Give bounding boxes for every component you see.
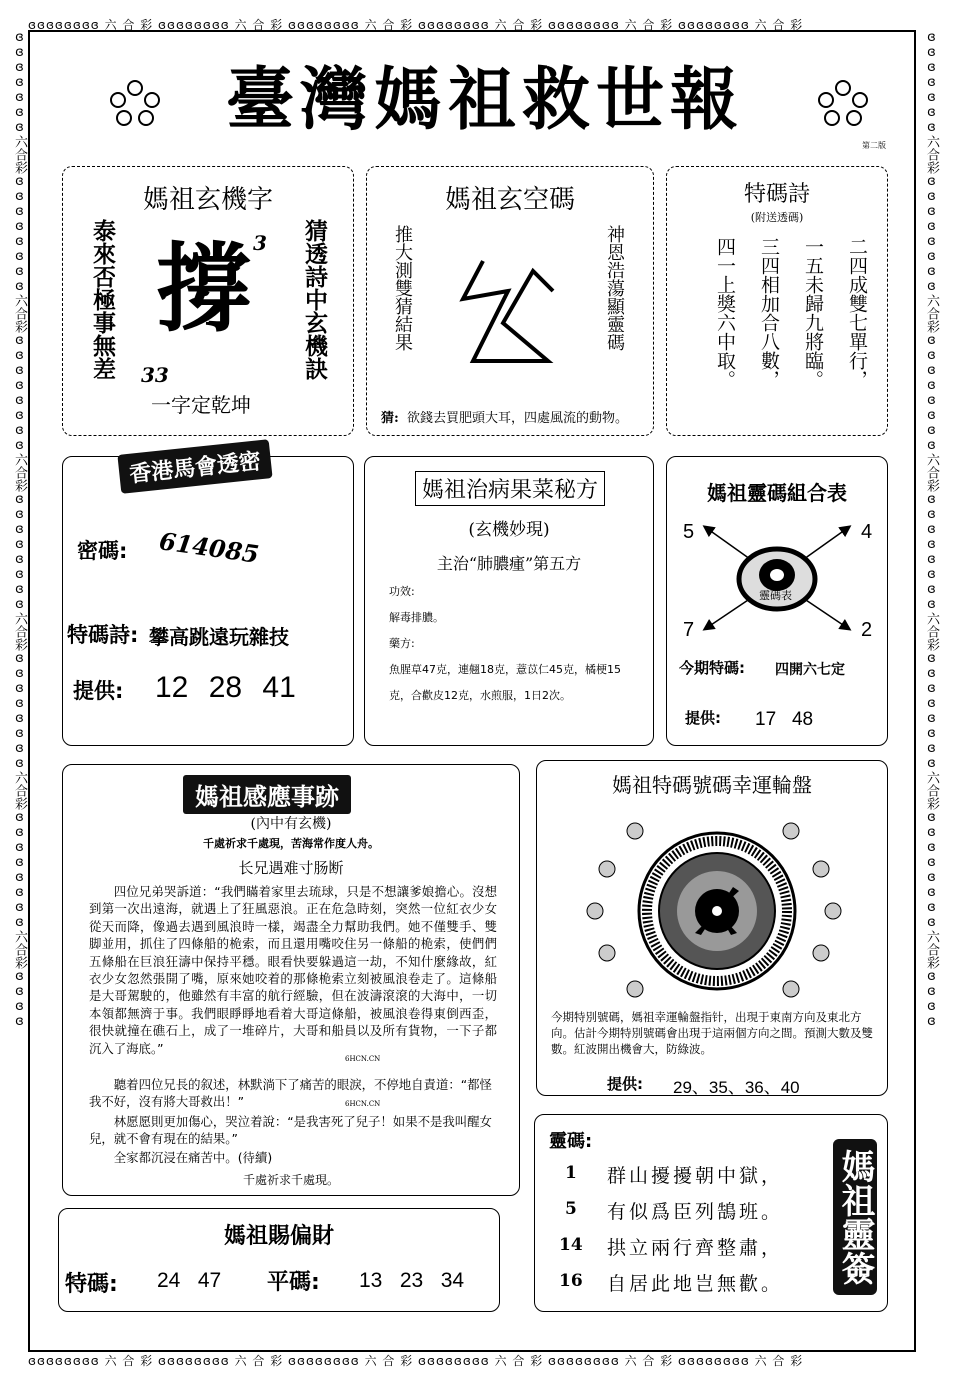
fortune-flat-value: 13 23 34 [359,1269,465,1292]
xuankong-guess-label: 猜: [381,411,399,426]
combo-this-value: 四開六七定 [775,662,845,678]
fortune-title: 媽祖賜偏財 [223,1224,334,1249]
temashi-title: 特碼詩 [743,182,810,207]
lingma-row-1-text: 群山擾擾朝中獄， [607,1165,784,1187]
combo-n-topleft: 5 [683,521,695,543]
xuanji-right-poem: 猜透詩中玄機訣 [301,219,328,380]
xuankong-left-poem: 推大測雙猜結果 [392,225,413,351]
xuanji-left-poem: 泰來否極事無差 [89,219,116,380]
lingma-badge: 媽祖靈簽 [833,1139,877,1295]
story-paragraph-4: 全家都沉浸在痛苦中。(待續) [113,1150,273,1165]
temashi-subtitle: (附送透碼) [750,211,804,224]
temashi-col-4: 四一上獎六中取。 [714,237,736,389]
combo-box [666,456,888,746]
left-border-strip: ɞɞɞɞɞɞɞ六合彩ɞɞɞɞɞɞɞɞ六合彩ɞɞɞɞɞɞɞɞ六合彩ɞɞɞɞɞɞɞɞ六合彩ɞɞɞɞɞɞɞɞ六合彩ɞɞɞɞɞɞɞɞ六合彩ɞɞɞɞ [12,30,27,1029]
hkjc-provide-label: 提供: [73,679,124,703]
combo-title: 媽祖靈碼組合表 [707,481,847,505]
flower-ornament-right [818,80,868,130]
lingma-row-3-num: 14 [559,1235,583,1255]
xuanji-sup: 3 [253,231,267,255]
combo-provide-value: 17 48 [755,709,814,730]
story-footer: 千處祈求千處現。 [242,1173,339,1187]
combo-n-topright: 4 [861,521,873,543]
right-border-strip: ɞɞɞɞɞɞɞ六合彩ɞɞɞɞɞɞɞɞ六合彩ɞɞɞɞɞɞɞɞ六合彩ɞɞɞɞɞɞɞɞ六合彩ɞɞɞɞɞɞɞɞ六合彩ɞɞɞɞɞɞɞɞ六合彩ɞɞɞɞ [924,30,939,1029]
xuanji-box [62,166,354,436]
wheel-balls [537,811,889,1021]
story-subtitle: (內中有玄機) [250,816,332,832]
fortune-special-label: 特碼: [65,1272,118,1297]
recipe-med-line2: 克，合歡皮12克，水煎服，1日2次。 [389,689,571,702]
xuankong-symbol [453,251,563,371]
combo-provide-label: 提供: [685,709,721,727]
story-watermark-2: 6HCN.CN [345,1100,381,1108]
hkjc-code-value: 614085 [157,526,261,569]
recipe-effect-label: 功效: [389,585,415,598]
temashi-col-2: 一五未歸九將臨。 [802,237,824,389]
top-border-strip: ɞɞɞɞɞɞɞɞ 六 合 彩 ɞɞɞɞɞɞɞɞ 六 合 彩 ɞɞɞɞɞɞɞɞ 六 合 彩 ɞɞɞɞɞɞɞɞ 六 合 彩 ɞɞɞɞɞɞɞɞ 六 合 彩 ɞɞɞɞɞɞɞɞ 六 合 彩 [28,18,804,32]
combo-center-label: 靈碼表 [759,589,792,602]
story-paragraph-2: 聽着四位兄長的叙述，林默淌下了痛苦的眼淚，不停地自責道：“都怪我不好，沒有將大哥救出！” [89,1077,492,1110]
hkjc-provide-value: 12 28 41 [155,671,296,704]
fortune-flat-label: 平碼: [267,1270,320,1295]
masthead-title: 臺灣媽祖救世報 [225,61,744,140]
lingma-row-4-text: 自居此地岂無歡。 [607,1273,784,1295]
recipe-box [364,456,654,746]
story-paragraph-3: 林愿愿則更加傷心，哭泣着說：“是我害死了兒子！如果不是我叫醒女兒，就不會有現在的結果。” [89,1114,492,1147]
lingma-row-4-num: 16 [559,1271,583,1291]
combo-this-label: 今期特碼: [679,659,745,677]
lingma-row-1-num: 1 [565,1163,577,1183]
lingma-box [534,1114,888,1312]
story-box [62,764,520,1196]
combo-n-bottomleft: 7 [683,619,695,641]
fortune-special-value: 24 47 [157,1269,222,1292]
wheel-title: 媽祖特碼號碼幸運輪盤 [612,773,812,797]
flower-ornament-left [110,80,160,130]
temashi-box [666,166,888,436]
xuankong-guess-text: 欲錢去買肥頭大耳，四處風流的動物。 [407,411,629,426]
story-watermark-1: 6HCN.CN [345,1055,381,1063]
hkjc-badge: 香港馬會透密 [117,439,272,494]
recipe-heading: 主治“肺膿瘇”第五方 [436,554,582,573]
xuanji-title: 媽祖玄機字 [142,185,273,215]
xuankong-box [366,166,654,436]
story-slogan: 千處祈求千處現，苦海常作度人舟。 [203,837,379,850]
wheel-box [536,760,888,1096]
hkjc-poem-value: 攀高跳遠玩雜技 [149,625,289,649]
combo-diagram [687,519,867,639]
recipe-effect-value: 解毒排膿。 [389,611,444,624]
xuankong-right-poem: 神恩浩蕩顯靈碼 [604,225,625,351]
xuankong-title: 媽祖玄空碼 [444,185,575,215]
combo-n-bottomright: 2 [861,619,873,641]
recipe-med-line1: 魚腥草47克，連翹18克，薏苡仁45克，橘梗15 [389,663,621,676]
edition-label: 第二版 [862,141,886,150]
xuanji-char: 撐 [156,233,252,345]
recipe-subtitle: (玄機妙現) [468,520,550,540]
fortune-box [58,1208,500,1312]
lingma-row-2-text: 有似爲臣列鵠班。 [607,1201,784,1223]
recipe-title: 媽祖治病果菜秘方 [415,471,605,506]
hkjc-box [62,449,354,746]
wheel-desc: 今期特別號碼，媽祖幸運輪盤指针，出現于東南方向及東北方向。估計今期特別號碼會出現于這兩個方向之間。預測大數及雙數。紅波開出機會大，防綠波。 [551,1010,873,1056]
temashi-col-3: 三四相加合八數， [758,237,780,389]
hkjc-code-label: 密碼: [77,539,128,563]
story-badge: 媽祖感應事跡 [183,775,351,814]
lingma-row-3-text: 拱立兩行齊整肅， [607,1237,784,1259]
lingma-row-2-num: 5 [565,1199,577,1219]
xuanji-sub: 33 [141,363,169,387]
xuanji-caption: 一字定乾坤 [151,393,251,417]
lingma-title: 靈碼: [549,1131,593,1152]
story-paragraph-1: 四位兄弟哭訴道：“我們瞞着家里去琉球，只是不想讓爹娘擔心。沒想到第一次出遠海，就遇上了狂風惡浪。正在危急時刻，突然一位紅衣少女從天而降，像過去遇到風浪時一樣，竭盡全力幫助我們。她不僅雙手、雙脚並用，抓住了四條船的桅索，而且還用嘴咬住另一條船的桅索，使們們五條船在巨浪狂濤中保持平穩。眼看快要躲過這一劫，不知什麼緣故，紅衣少女忽然張開了嘴，原來她咬着的那條桅索立刻被風浪卷走了。這條船是大哥駕駛的，他雖然有丰富的航行經驗，但在波濤滾滾的大海中，一切本領都無濟于事。我們眼睜睜地看着大哥這條船，被風浪卷得東倒西歪，很快就撞在礁石上，成了一堆碎片，大哥和船員以及所有貨物，一下子都沉入了海底。” [89,884,497,1056]
hkjc-poem-label: 特碼詩: [67,623,139,647]
wheel-provide-value: 29、35、36、40 [673,1078,800,1097]
bottom-border-strip: ɞɞɞɞɞɞɞɞ 六 合 彩 ɞɞɞɞɞɞɞɞ 六 合 彩 ɞɞɞɞɞɞɞɞ 六 合 彩 ɞɞɞɞɞɞɞɞ 六 合 彩 ɞɞɞɞɞɞɞɞ 六 合 彩 ɞɞɞɞɞɞɞɞ 六 合 彩 [28,1354,804,1368]
story-heading: 长兄遇难寸肠断 [238,859,344,877]
wheel-provide-label: 提供: [607,1075,643,1093]
temashi-col-1: 二四成雙七單行， [846,237,868,389]
recipe-med-label: 藥方: [389,637,415,650]
